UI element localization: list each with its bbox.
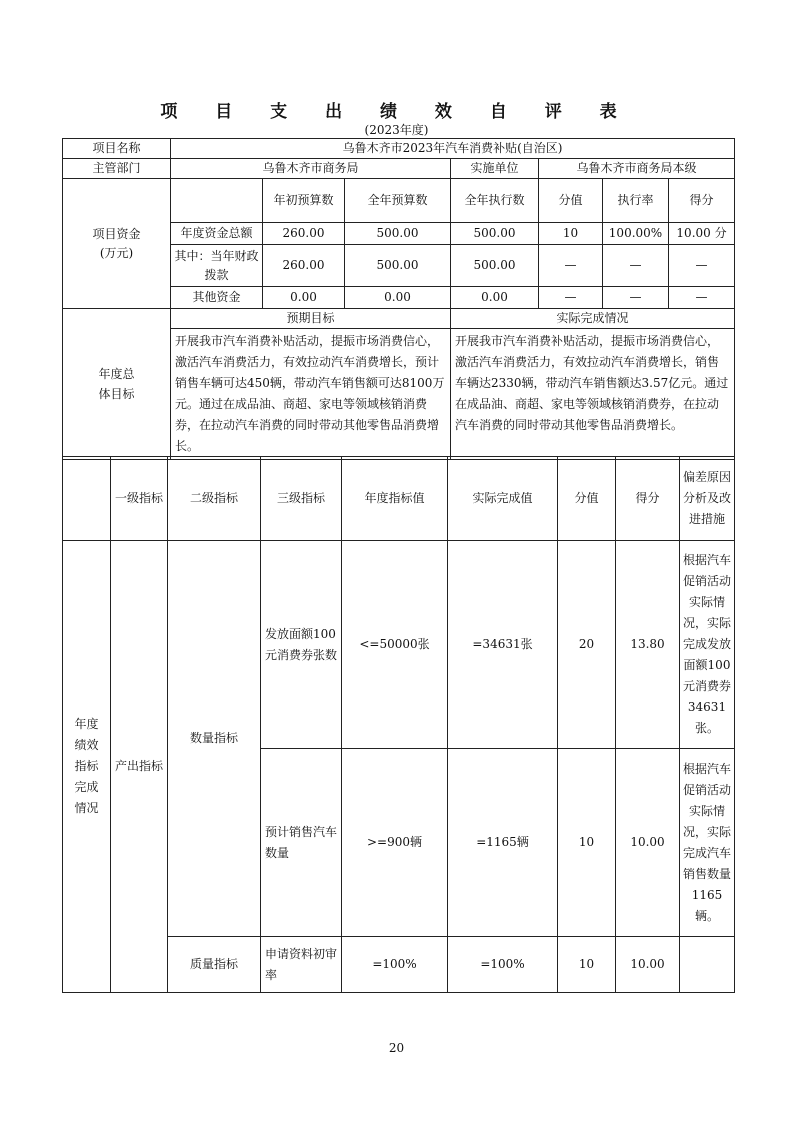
indicator-header: 二级指标: [168, 457, 261, 541]
funds-cell: 260.00: [263, 245, 345, 287]
page-title: 项 目 支 出 绩 效 自 评 表: [160, 102, 633, 122]
project-name-value: 乌鲁木齐市2023年汽车消费补贴(自治区): [171, 139, 735, 159]
funds-cell: 100.00%: [603, 223, 669, 245]
indicator-score: 10.00: [616, 749, 680, 937]
impl-value: 乌鲁木齐市商务局本级: [539, 159, 735, 179]
funds-cell: 500.00: [345, 223, 451, 245]
indicator-note: [680, 937, 735, 993]
indicator-header: 得分: [616, 457, 680, 541]
indicator-name: 发放面额100元消费券张数: [261, 541, 342, 749]
funds-cell: 500.00: [451, 245, 539, 287]
planned-goal-header: 预期目标: [171, 309, 451, 329]
funds-row-label: 其他资金: [171, 287, 263, 309]
indicator-target: <=50000张: [342, 541, 448, 749]
funds-cell: 500.00: [451, 223, 539, 245]
funds-header-blank: [171, 179, 263, 223]
funds-cell: 0.00: [263, 287, 345, 309]
funds-header: 执行率: [603, 179, 669, 223]
dept-value: 乌鲁木齐市商务局: [171, 159, 451, 179]
indicator-target: >=900辆: [342, 749, 448, 937]
indicator-name: 预计销售汽车数量: [261, 749, 342, 937]
funds-header: 全年预算数: [345, 179, 451, 223]
indicator-score: 13.80: [616, 541, 680, 749]
funds-cell: —: [669, 245, 735, 287]
indicator-name: 申请资料初审率: [261, 937, 342, 993]
funds-unit: (万元): [99, 245, 134, 260]
funds-cell: 10: [539, 223, 603, 245]
funds-cell: —: [669, 287, 735, 309]
funds-cell: 10.00 分: [669, 223, 735, 245]
indicator-header: 实际完成值: [448, 457, 558, 541]
funds-header: 年初预算数: [263, 179, 345, 223]
indicator-header: 年度指标值: [342, 457, 448, 541]
page-number: 20: [388, 1041, 405, 1055]
indicator-note: 根据汽车促销活动实际情况，实际完成发放面额100元消费券34631张。: [680, 541, 735, 749]
funds-cell: —: [539, 245, 603, 287]
goals-label: 年度总体目标: [63, 309, 171, 460]
actual-result-header: 实际完成情况: [451, 309, 735, 329]
funds-cell: 260.00: [263, 223, 345, 245]
impl-label: 实施单位: [451, 159, 539, 179]
indicator-score-max: 20: [558, 541, 616, 749]
quantity-indicator: 数量指标: [168, 541, 261, 937]
funds-row-label: 其中：当年财政拨款: [171, 245, 263, 287]
funds-cell: —: [603, 245, 669, 287]
funds-header: 分值: [539, 179, 603, 223]
indicator-score-max: 10: [558, 749, 616, 937]
funds-cell: —: [603, 287, 669, 309]
indicator-header: 一级指标: [111, 457, 168, 541]
funds-header: 全年执行数: [451, 179, 539, 223]
funds-label-cell: [63, 179, 171, 309]
funds-cell: 500.00: [345, 245, 451, 287]
indicators-section-label: 年度绩效指标完成情况: [63, 541, 111, 993]
quality-indicator: 质量指标: [168, 937, 261, 993]
funds-header: 得分: [669, 179, 735, 223]
indicator-header-blank: [63, 457, 111, 541]
indicator-target: =100%: [342, 937, 448, 993]
indicator-header: 三级指标: [261, 457, 342, 541]
funds-cell: 0.00: [345, 287, 451, 309]
indicator-actual: =1165辆: [448, 749, 558, 937]
report-year: (2023年度): [364, 123, 429, 137]
indicator-header: 偏差原因分析及改进措施: [680, 457, 735, 541]
funds-cell: —: [539, 287, 603, 309]
funds-cell: 0.00: [451, 287, 539, 309]
indicator-actual: =100%: [448, 937, 558, 993]
indicator-header: 分值: [558, 457, 616, 541]
dept-label: 主管部门: [63, 159, 171, 179]
indicator-note: 根据汽车促销活动实际情况，实际完成汽车销售数量1165辆。: [680, 749, 735, 937]
level1-indicator: 产出指标: [111, 541, 168, 993]
actual-result-text: 开展我市汽车消费补贴活动，提振市场消费信心，激活汽车消费活力，有效拉动汽车消费增长，销售车辆达2330辆，带动汽车销售额达3.57亿元。通过在成品油、商超、家电等领域核销消费券，在拉动汽车消费的同时带动其他零售品消费增长。: [451, 329, 735, 460]
planned-goal-text: 开展我市汽车消费补贴活动，提振市场消费信心，激活汽车消费活力，有效拉动汽车消费增长，预计销售车辆可达450辆，带动汽车销售额可达8100万元。通过在成品油、商超、家电等领域核销消费券，在拉动汽车消费的同时带动其他零售品消费增长。: [171, 329, 451, 460]
funds-label: 项目资金: [92, 226, 141, 241]
indicator-actual: =34631张: [448, 541, 558, 749]
project-name-label: 项目名称: [63, 139, 171, 159]
budget-table: [62, 138, 735, 460]
funds-row-label: 年度资金总额: [171, 223, 263, 245]
indicator-score: 10.00: [616, 937, 680, 993]
indicator-table: [62, 456, 735, 993]
indicator-score-max: 10: [558, 937, 616, 993]
